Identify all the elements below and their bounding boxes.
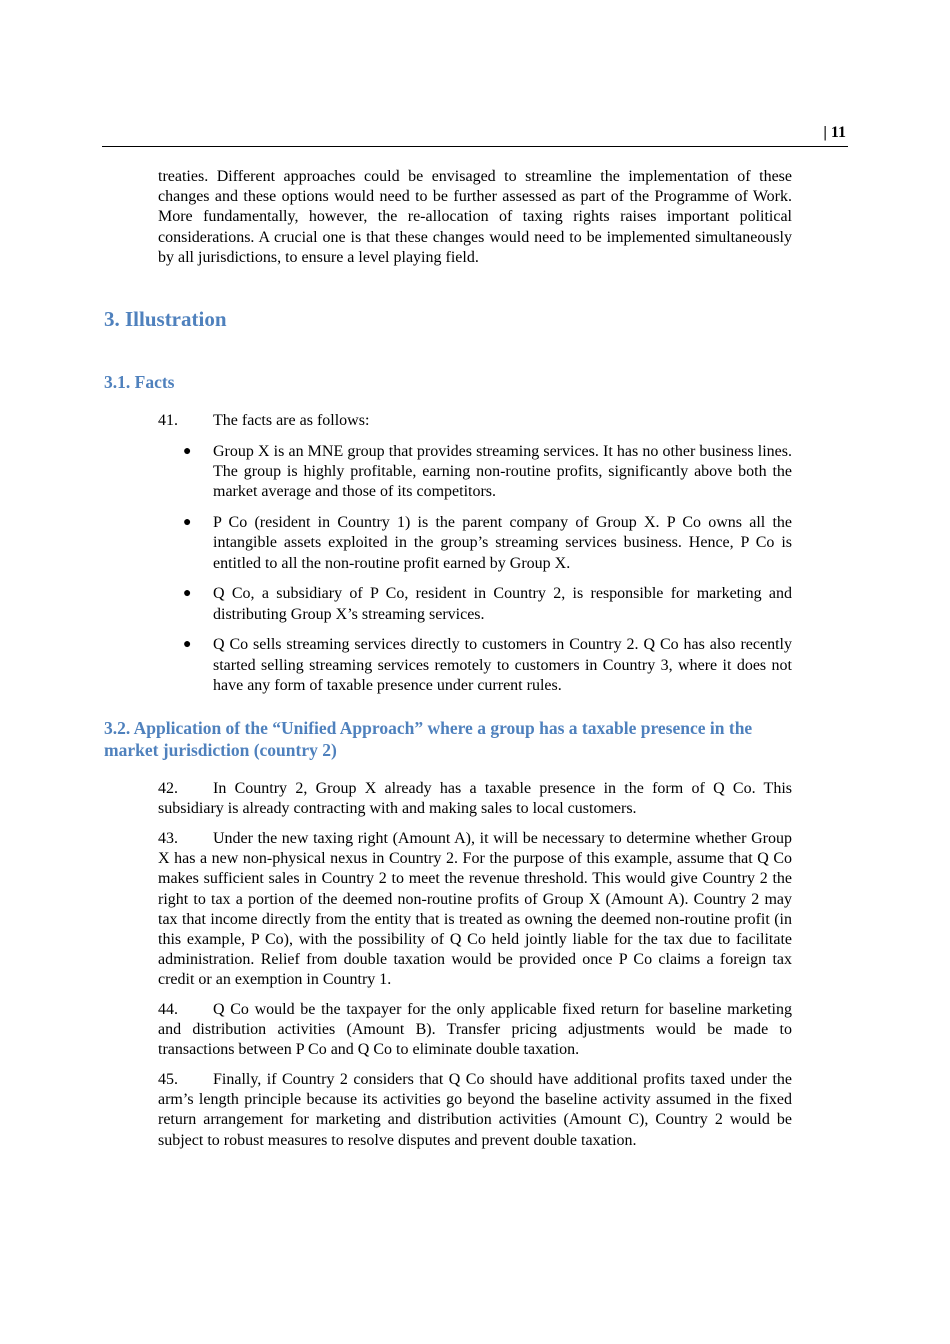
paragraph-number: 44.	[158, 1001, 178, 1018]
bullet-text: Q Co, a subsidiary of P Co, resident in Country 2, is responsible for marketing and distributing Group X’s streaming services.	[213, 585, 792, 623]
subsection-heading-facts: 3.1. Facts	[104, 372, 175, 392]
bullet-text: Group X is an MNE group that provides streaming services. It has no other business lines. The group is highly profitable, earning non-routine profits, significantly above both the market average and those of its competitors.	[213, 443, 792, 501]
section-heading: 3. Illustration	[104, 307, 227, 331]
paragraph-text: Finally, if Country 2 considers that Q Co should have additional profits taxed under the arm’s length principle because its activities go beyond the baseline activity assumed in the fixed return arrangement for marketing and distribution activities (Amount C), Country 2 would be subject to robust measures to resolve disputes and prevent double taxation.	[158, 1071, 792, 1149]
bullet-icon: ●	[183, 444, 192, 459]
bullet-text: P Co (resident in Country 1) is the parent company of Group X. P Co owns all the intangible assets exploited in the group’s streaming services business. Hence, P Co is entitled to all the non-routine profit earned by Group X.	[213, 514, 792, 572]
page-number: | 11	[823, 124, 846, 141]
paragraph-41	[158, 411, 792, 431]
facts-bullet-list	[158, 442, 792, 707]
paragraph-45	[158, 1070, 792, 1151]
bullet-icon: ●	[183, 586, 192, 602]
paragraph-text: The facts are as follows:	[213, 412, 370, 429]
bullet-text: Q Co sells streaming services directly to customers in Country 2. Q Co has also recently started selling streaming services remotely to customers in Country 3, where it does not have any form of taxable presence under current rules.	[213, 636, 792, 694]
paragraph-number: 45.	[158, 1071, 178, 1088]
bullet-icon: ●	[183, 515, 192, 531]
subsection-heading-unified-approach: 3.2. Application of the “Unified Approach” where a group has a taxable presence in the market jurisdiction (country 2)	[104, 718, 753, 760]
paragraph-number: 41.	[158, 412, 178, 429]
intro-paragraph: treaties. Different approaches could be envisaged to streamline the implementation of these changes and these options would need to be further assessed as part of the Programme of Work. More fundamentally, however, the re-allocation of taxing rights raises important political considerations. A crucial one is that these changes would need to be implemented simultaneously by all jurisdictions, to ensure a level playing field.	[158, 168, 792, 266]
paragraph-42	[158, 779, 792, 819]
paragraph-text: Q Co would be the taxpayer for the only applicable fixed return for baseline marketing and distribution activities (Amount B). Transfer pricing adjustments would be made to transactions between P Co and Q Co to eliminate double taxation.	[158, 1001, 792, 1059]
paragraph-text: In Country 2, Group X already has a taxable presence in the form of Q Co. This subsidiary is already contracting with and making sales to local customers.	[158, 780, 792, 818]
header-rule	[102, 146, 848, 147]
paragraph-text: Under the new taxing right (Amount A), it will be necessary to determine whether Group X has a new non-physical nexus in Country 2. For the purpose of this example, assume that Q Co makes sufficient sales in Country 2 to meet the revenue threshold. This would give Country 2 the right to tax a portion of the deemed non-routine profits of Group X (Amount A). Country 2 may tax that income directly from the entity that is treated as owning the deemed non-routine profit (in this example, P Co), with the possibility of Q Co held jointly liable for the tax due to facilitate administration. Relief from double taxation would be provided once P Co claims a foreign tax credit or an exemption in Country 1.	[158, 830, 792, 989]
paragraph-number: 42.	[158, 780, 178, 797]
list-item	[158, 635, 792, 696]
paragraph-number: 43.	[158, 830, 178, 847]
bullet-icon: ●	[183, 637, 192, 653]
list-item	[158, 442, 792, 503]
list-item	[158, 513, 792, 574]
list-item	[158, 584, 792, 624]
paragraph-44	[158, 1000, 792, 1061]
paragraph-43	[158, 829, 792, 991]
